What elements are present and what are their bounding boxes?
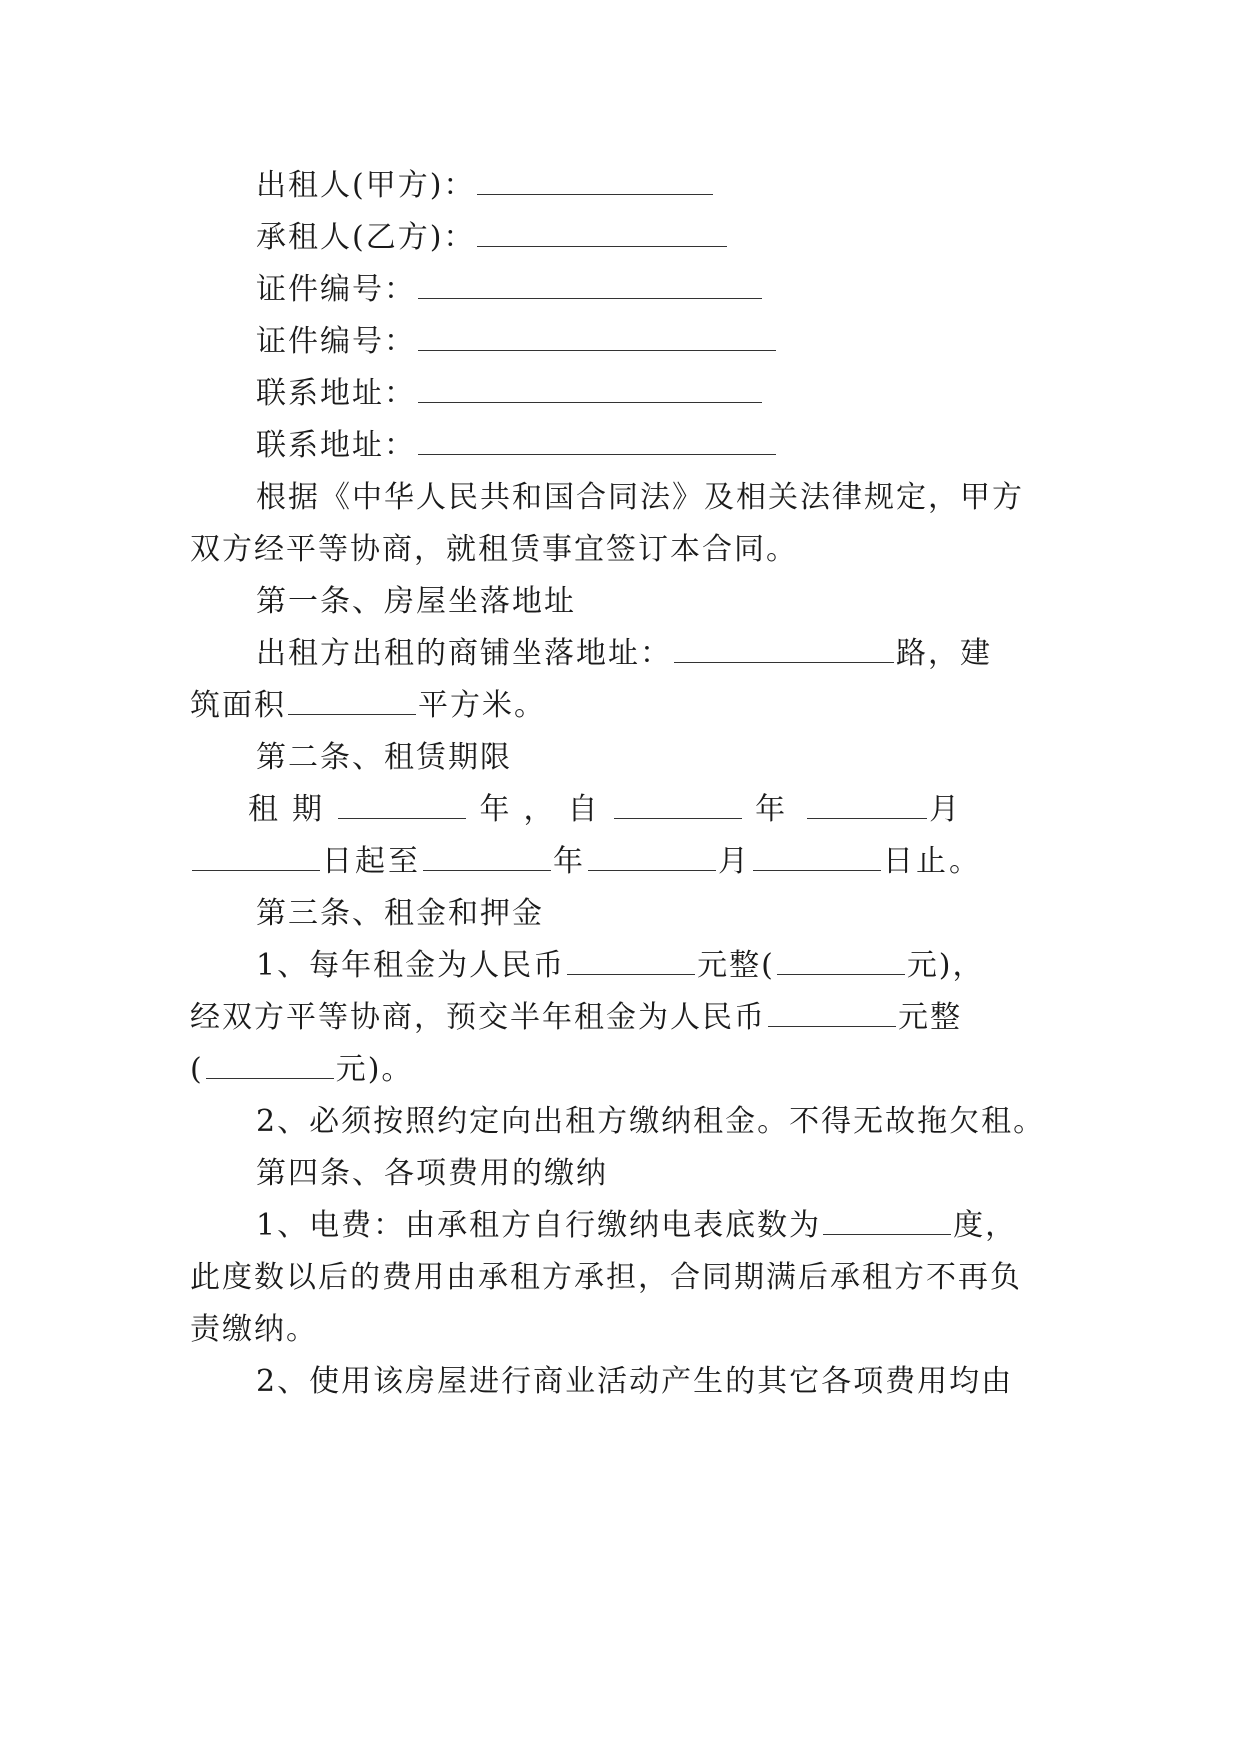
article-4-para-1-line-1: [256, 1206, 1126, 1246]
art3-text-g: 元)。: [335, 1052, 414, 1087]
article-3-title: [256, 894, 1126, 934]
lessor-line: [256, 166, 1126, 206]
id-label-2: 证件编号：: [256, 324, 416, 359]
annual-rent-blank[interactable]: [567, 946, 695, 975]
article-1-line-2: [190, 686, 1060, 726]
addr-line-2: [256, 426, 1126, 466]
art3-text-f: (: [190, 1052, 204, 1087]
art2-text-g: 月: [718, 844, 751, 879]
term-years-blank[interactable]: [338, 790, 466, 819]
article-4-title: [256, 1154, 1126, 1194]
art2-text-d: 月: [929, 792, 962, 827]
article-3-para-1-line-2: [190, 998, 1060, 1038]
art3-text-c: 元)，: [906, 948, 985, 983]
art4-text-d: 责缴纳。: [190, 1312, 318, 1347]
article-1-title: [256, 582, 1126, 622]
art2-text-b: 年，自: [479, 792, 612, 827]
intro-line-1: [256, 478, 1126, 518]
art2-text-h: 日止。: [883, 844, 982, 879]
start-day-blank[interactable]: [192, 842, 320, 871]
art3-text-e: 元整: [898, 1000, 962, 1035]
article-3-para-1-line-3: [190, 1050, 1060, 1090]
art4-text-b: 度，: [953, 1208, 1018, 1243]
art4-text-a: 1、电费：由承租方自行缴纳电表底数为: [256, 1208, 822, 1243]
art2-text-f: 年: [553, 844, 586, 879]
art3-text-h: 2、必须按照约定向出租方缴纳租金。不得无故拖欠租。: [256, 1104, 1046, 1139]
id-line-1: [256, 270, 1126, 310]
end-year-blank[interactable]: [423, 842, 551, 871]
lessee-label: 承租人(乙方)：: [256, 220, 476, 255]
art3-text-b: 元整(: [697, 948, 775, 983]
article-2-line-2: [190, 842, 1060, 882]
article-4-para-1-line-2: [190, 1258, 1060, 1298]
start-month-blank[interactable]: [807, 790, 927, 819]
article-3-title-text: 第三条、租金和押金: [256, 896, 544, 931]
lessee-blank[interactable]: [477, 218, 727, 247]
id-line-2: [256, 322, 1126, 362]
end-month-blank[interactable]: [588, 842, 716, 871]
start-year-blank[interactable]: [614, 790, 742, 819]
art3-text-d: 经双方平等协商，预交半年租金为人民币: [190, 1000, 766, 1035]
article-2-title: [256, 738, 1126, 778]
article-2-line-1: [248, 790, 1118, 830]
art1-text-d: 平方米。: [418, 688, 546, 723]
shop-address-blank[interactable]: [674, 634, 894, 663]
art1-text-a: 出租方出租的商铺坐落地址：: [256, 636, 672, 671]
lessor-blank[interactable]: [477, 166, 713, 195]
article-4-para-2: [256, 1362, 1126, 1402]
intro-line-2: [190, 530, 1060, 570]
art1-text-b: 路，建: [896, 636, 992, 671]
art2-text-c: 年: [755, 792, 788, 827]
addr-blank-1[interactable]: [418, 374, 762, 403]
intro-text-1: 根据《中华人民共和国合同法》及相关法律规定，甲方: [256, 480, 1024, 515]
area-blank[interactable]: [288, 686, 416, 715]
meter-reading-blank[interactable]: [823, 1206, 951, 1235]
id-label-1: 证件编号：: [256, 272, 416, 307]
addr-label-2: 联系地址：: [256, 428, 416, 463]
prepaid-rent-blank[interactable]: [768, 998, 896, 1027]
lessor-label: 出租人(甲方)：: [256, 168, 476, 203]
article-3-para-1-line-1: [256, 946, 1126, 986]
id-blank-2[interactable]: [418, 322, 776, 351]
article-2-title-text: 第二条、租赁期限: [256, 740, 512, 775]
art3-text-a: 1、每年租金为人民币: [256, 948, 566, 983]
art4-text-e: 2、使用该房屋进行商业活动产生的其它各项费用均由: [256, 1364, 1014, 1399]
art1-text-c: 筑面积: [190, 688, 286, 723]
addr-label-1: 联系地址：: [256, 376, 416, 411]
article-4-title-text: 第四条、各项费用的缴纳: [256, 1156, 608, 1191]
addr-blank-2[interactable]: [418, 426, 776, 455]
id-blank-1[interactable]: [418, 270, 762, 299]
end-day-blank[interactable]: [753, 842, 881, 871]
intro-text-2: 双方经平等协商，就租赁事宜签订本合同。: [190, 532, 798, 567]
article-4-para-1-line-3: [190, 1310, 1060, 1350]
addr-line-1: [256, 374, 1126, 414]
art4-text-c: 此度数以后的费用由承租方承担，合同期满后承租方不再负: [190, 1260, 1022, 1295]
prepaid-rent-number-blank[interactable]: [206, 1050, 334, 1079]
article-1-line-1: [256, 634, 1126, 674]
art2-text-e: 日起至: [322, 844, 421, 879]
annual-rent-number-blank[interactable]: [777, 946, 905, 975]
article-1-title-text: 第一条、房屋坐落地址: [256, 584, 576, 619]
article-3-para-2: [256, 1102, 1126, 1142]
art2-text-a: 租期: [248, 792, 336, 827]
lessee-line: [256, 218, 1126, 258]
